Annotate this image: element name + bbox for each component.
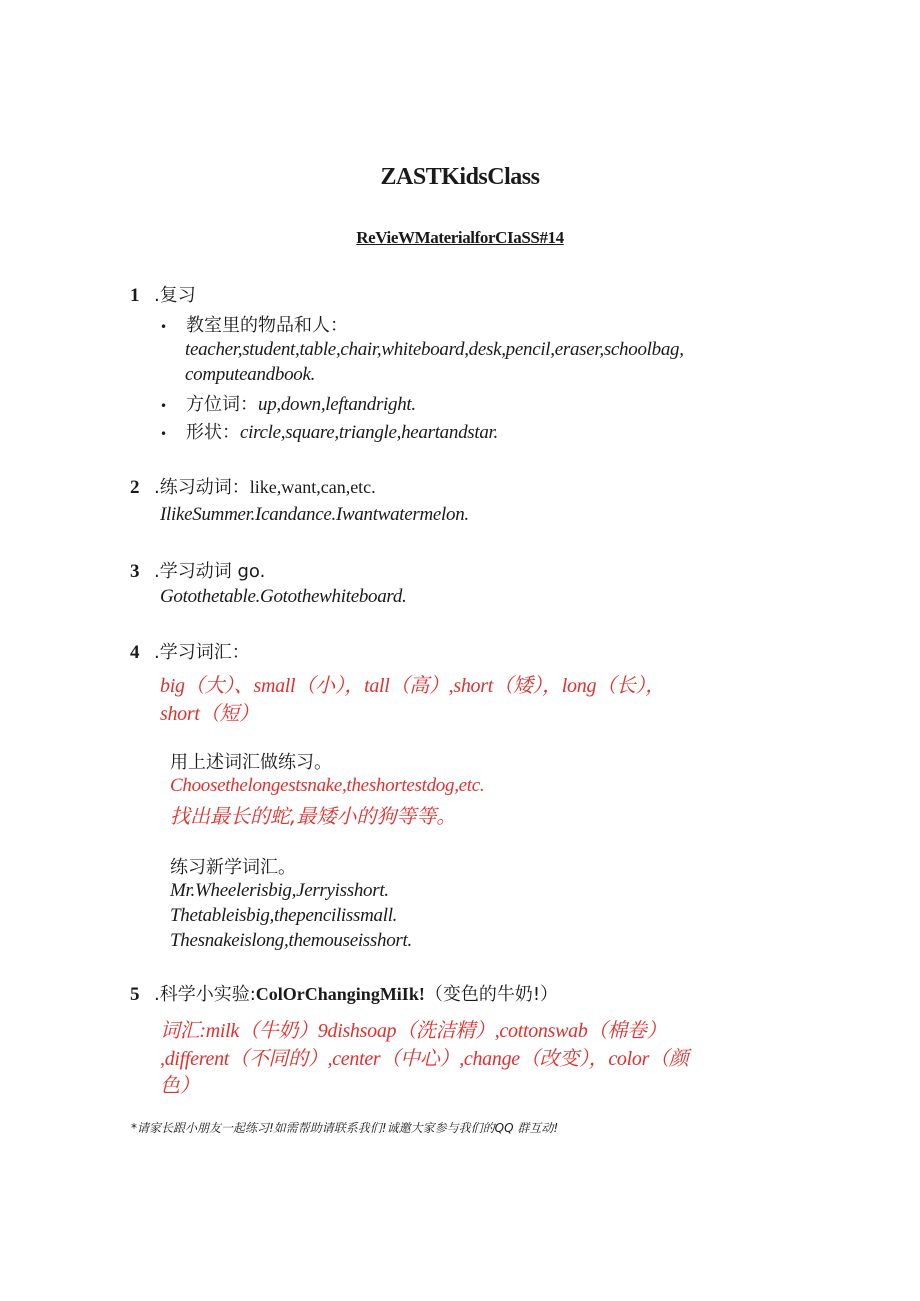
section-title: .学习动词 go. — [154, 561, 266, 582]
section-3-heading — [130, 557, 265, 583]
bullet-item — [160, 390, 416, 416]
section-2-heading — [130, 473, 376, 499]
vocab-line: ,different（不同的）,center（中心）,change（改变），color（颜 — [160, 1048, 689, 1070]
vocab-line: 词汇:milk（牛奶）9dishsoap（洗洁精）,cottonswab（棉卷） — [160, 1020, 667, 1042]
bullet-icon: • — [160, 399, 168, 413]
bullet-text: computeandbook. — [185, 364, 316, 385]
example-sentence: Thetableisbig,thepencilissmall. — [170, 905, 398, 926]
bullet-text: teacher,student,table,chair,whiteboard,desk,pencil,eraser,schoolbag, — [185, 339, 684, 360]
bullet-text: up,down,leftandright. — [258, 394, 416, 415]
example-sentence: Mr.Wheelerisbig,Jerryisshort. — [170, 880, 389, 901]
practice-chinese: 找出最长的蛇,最矮小的狗等等。 — [170, 804, 457, 828]
document-title: ZASTKidsClass — [380, 164, 540, 190]
vocab-line: big（大）、small（小），tall（高）,short（矮），long（长）， — [160, 675, 665, 697]
bullet-text: circle,square,triangle,heartandstar. — [240, 422, 498, 443]
section-5-heading — [130, 980, 558, 1006]
footnote: *请家长跟小朋友一起练习!如需帮助请联系我们!诚邀大家参与我们的QQ 群互动! — [131, 1121, 559, 1135]
section-number: 4 — [130, 642, 140, 663]
bullet-icon: • — [160, 427, 168, 441]
section-number: 3 — [130, 561, 140, 582]
section-title: .练习动词： — [154, 477, 250, 498]
section-number: 1 — [130, 285, 140, 306]
section-title: .学习词汇： — [154, 642, 250, 663]
section-number: 2 — [130, 477, 140, 498]
vocab-line: 色） — [160, 1075, 200, 1097]
example-sentence: Gotothetable.Gotothewhiteboard. — [160, 586, 407, 607]
example-sentence: IlikeSummer.Icandance.Iwantwatermelon. — [160, 504, 469, 525]
section-title: .科学小实验: — [154, 984, 256, 1005]
section-title-en: like,want,can,etc. — [249, 477, 376, 497]
example-sentence: Thesnakeislong,themouseisshort. — [170, 930, 412, 951]
vocab-line: short（短） — [160, 703, 259, 725]
section-4-heading — [130, 638, 250, 664]
practice-label: 用上述词汇做练习。 — [170, 752, 332, 773]
document-subtitle: ReVieWMaterialforCIaSS#14 — [356, 228, 564, 247]
section-title: .复习 — [154, 285, 196, 306]
section-title-en: ColOrChangingMiIk! — [255, 984, 425, 1004]
section-title-suffix: （变色的牛奶!） — [424, 984, 559, 1005]
bullet-icon: • — [160, 320, 168, 334]
bullet-item — [160, 418, 498, 444]
practice-english: Choosethelongestsnake,theshortestdog,etc. — [170, 775, 485, 796]
bullet-item — [160, 311, 348, 337]
section-number: 5 — [130, 984, 140, 1005]
bullet-label: 教室里的物品和人： — [186, 315, 348, 336]
bullet-label: 形状： — [186, 422, 240, 443]
section-1-heading — [130, 281, 196, 307]
new-vocab-label: 练习新学词汇。 — [170, 857, 296, 878]
bullet-label: 方位词： — [186, 394, 258, 415]
